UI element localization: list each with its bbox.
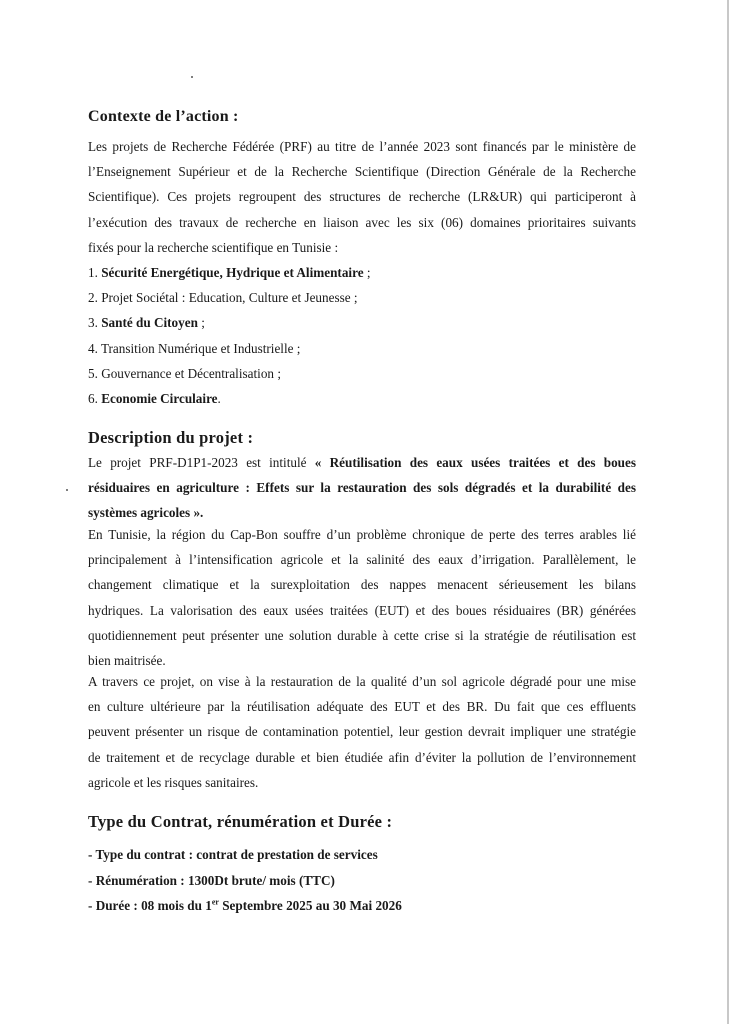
- contract-duration-line: - Durée : 08 mois du 1er Septembre 2025 au 30 Mai 2026: [88, 897, 402, 913]
- context-heading: Contexte de l’action :: [88, 108, 239, 125]
- list-item: 5. Gouvernance et Décentralisation ;: [88, 365, 281, 381]
- paragraph-line: En Tunisie, la région du Cap-Bon souffre d’un problème chronique de perte des terres arables lié: [88, 527, 636, 542]
- description-paragraph-2: [88, 669, 636, 795]
- paragraph-line: en culture ultérieure par la réutilisation adéquate des EUT et des BR. Du fait que ces effluents: [88, 699, 636, 715]
- list-item: 6. Economie Circulaire.: [88, 391, 221, 407]
- contract-pay-line: - Rénumération : 1300Dt brute/ mois (TTC): [88, 872, 335, 888]
- project-title-line: résiduaires en agriculture : Effets sur la restauration des sols dégradés et la durabilité des: [88, 480, 636, 496]
- context-line: l’exécution des travaux de recherche en liaison avec les six (06) domaines prioritaires suivants: [88, 214, 636, 230]
- list-item: 1. Sécurité Energétique, Hydrique et Alimentaire ;: [88, 265, 371, 280]
- list-item: 4. Transition Numérique et Industrielle ;: [88, 340, 301, 356]
- scan-speck: [191, 76, 193, 78]
- paragraph-line: de traitement et de recyclage durable et bien étudiée afin d’éviter la pollution de l’environnement: [88, 749, 636, 765]
- description-heading: Description du projet :: [88, 428, 254, 447]
- contract-type-line: - Type du contrat : contrat de prestation de services: [88, 847, 378, 862]
- paragraph-line: agricole et les risques sanitaires.: [88, 774, 259, 790]
- paragraph-line: bien maitrisée.: [88, 653, 166, 669]
- contract-heading: Type du Contrat, rénumération et Durée :: [88, 812, 393, 831]
- paragraph-line: peuvent présenter un risque de contamination potentiel, leur gestion devrait impliquer une stratégie: [88, 724, 636, 740]
- paragraph-line: hydriques. La valorisation des eaux usées traitées (EUT) et des boues résiduaires (BR) générées: [88, 602, 636, 618]
- context-line: l’Enseignement Supérieur et de la Recherche Scientifique (Direction Générale de la Recherche: [88, 164, 636, 180]
- context-line: Les projets de Recherche Fédérée (PRF) au titre de l’année 2023 sont financés par le ministère de: [88, 139, 636, 154]
- context-line: fixés pour la recherche scientifique en Tunisie :: [88, 239, 339, 255]
- paragraph-line: A travers ce projet, on vise à la restauration de la qualité d’un sol agricole dégradé pour une mise: [88, 674, 636, 689]
- scan-speck: [66, 489, 68, 491]
- project-title-line: Le projet PRF-D1P1-2023 est intitulé « Réutilisation des eaux usées traitées et des boues: [88, 455, 636, 470]
- context-line: Scientifique). Ces projets regroupent des structures de recherche (LR&UR) qui participeront à: [88, 189, 636, 205]
- project-title-line: systèmes agricoles ».: [88, 505, 204, 521]
- list-item: 3. Santé du Citoyen ;: [88, 315, 205, 331]
- paragraph-line: principalement à l’intensification agricole et la salinité des eaux d’irrigation. Parallèlement, le: [88, 552, 636, 568]
- paragraph-line: quotidiennement peut présenter une solution durable à cette crise si la stratégie de réutilisation est: [88, 627, 636, 643]
- priority-domains-list: [88, 260, 636, 411]
- project-title-paragraph: [88, 450, 636, 526]
- description-paragraph-1: [88, 522, 636, 673]
- list-item: 2. Projet Sociétal : Education, Culture et Jeunesse ;: [88, 290, 358, 306]
- contract-details: [88, 842, 636, 919]
- context-paragraph: [88, 134, 636, 260]
- paragraph-line: changement climatique et la surexploitation des nappes menacent sérieusement les bilans: [88, 577, 636, 593]
